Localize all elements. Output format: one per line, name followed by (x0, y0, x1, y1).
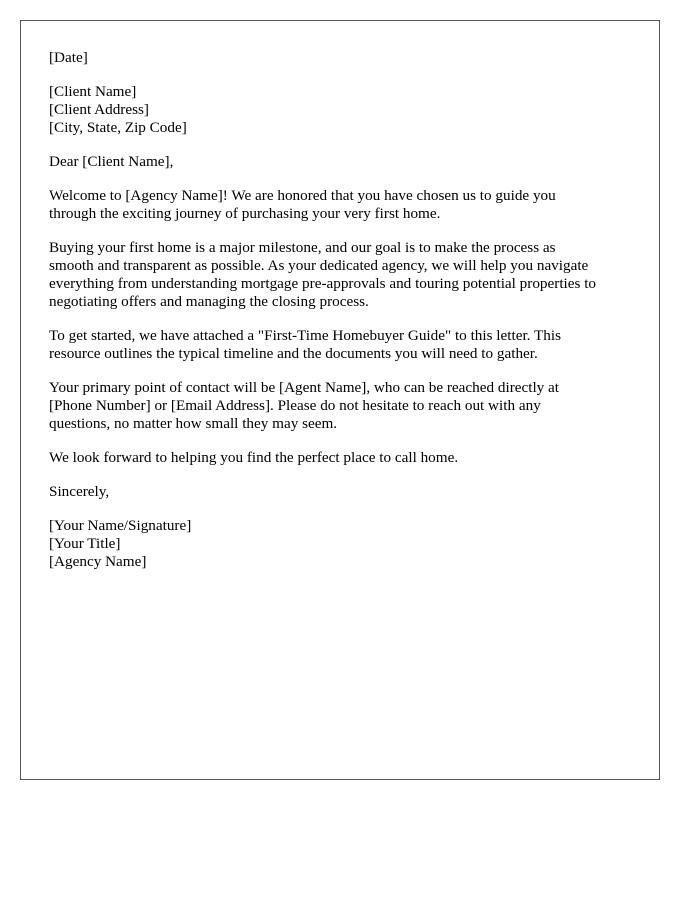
spacer (49, 467, 639, 483)
letter-page (20, 20, 660, 780)
spacer (49, 311, 639, 327)
signature-block (49, 517, 639, 571)
spacer (49, 67, 639, 83)
spacer (49, 223, 639, 239)
signature-agency: [Agency Name] (49, 553, 147, 570)
recipient-city-state-zip: [City, State, Zip Code] (49, 119, 187, 136)
spacer (49, 433, 639, 449)
paragraph-line: Your primary point of contact will be [Agent Name], who can be reached directly at (49, 379, 560, 396)
paragraph-milestone (49, 239, 639, 311)
spacer (49, 137, 639, 153)
paragraph-guide (49, 327, 639, 363)
paragraph-line: We look forward to helping you find the perfect place to call home. (49, 449, 459, 466)
paragraph-line: To get started, we have attached a "First-Time Homebuyer Guide" to this letter. This (49, 327, 561, 344)
paragraph-line: everything from understanding mortgage pre-approvals and touring potential properties to (49, 275, 597, 292)
letter-body (49, 49, 639, 571)
recipient-name: [Client Name] (49, 83, 137, 100)
paragraph-line: resource outlines the typical timeline and the documents you will need to gather. (49, 345, 538, 362)
paragraph-line: smooth and transparent as possible. As your dedicated agency, we will help you navigate (49, 257, 589, 274)
paragraph-line: Buying your first home is a major milestone, and our goal is to make the process as (49, 239, 556, 256)
paragraph-line: Welcome to [Agency Name]! We are honored that you have chosen us to guide you (49, 187, 556, 204)
paragraph-welcome (49, 187, 639, 223)
paragraph-line: negotiating offers and managing the closing process. (49, 293, 369, 310)
spacer (49, 363, 639, 379)
paragraph-line: [Phone Number] or [Email Address]. Please do not hesitate to reach out with any (49, 397, 541, 414)
paragraph-line: questions, no matter how small they may seem. (49, 415, 338, 432)
recipient-block (49, 83, 639, 137)
signature-title: [Your Title] (49, 535, 121, 552)
salutation: Dear [Client Name], (49, 153, 174, 170)
letter-date: [Date] (49, 49, 88, 66)
closing: Sincerely, (49, 483, 110, 500)
recipient-address: [Client Address] (49, 101, 149, 118)
spacer (49, 171, 639, 187)
paragraph-line: through the exciting journey of purchasing your very first home. (49, 205, 441, 222)
paragraph-contact (49, 379, 639, 433)
signature-name: [Your Name/Signature] (49, 517, 192, 534)
paragraph-closing-remark (49, 449, 639, 467)
spacer (49, 501, 639, 517)
